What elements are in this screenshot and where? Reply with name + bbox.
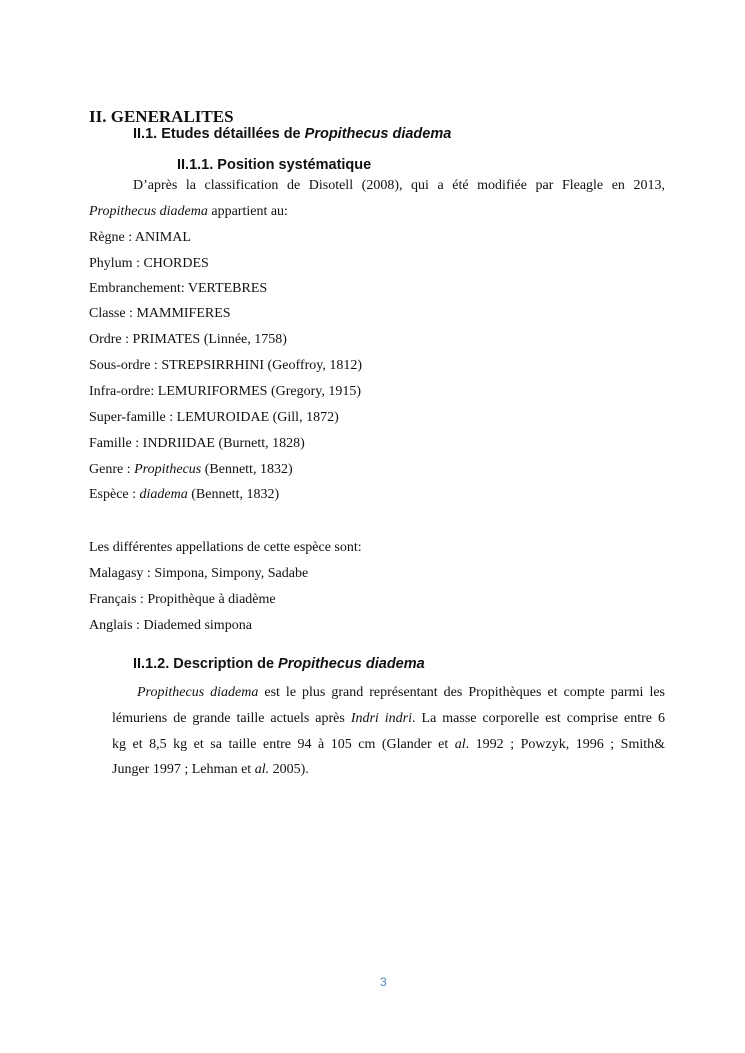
subsection-heading-1-2: II.1.2. Description de Propithecus diadema (133, 656, 425, 672)
description-line-2: lémuriens de grande taille actuels après Indri indri. La masse corporelle est comprise entre 6 (112, 711, 665, 726)
description-line-4: Junger 1997 ; Lehman et al. 2005). (112, 762, 309, 777)
taxonomy-genre: Genre : Propithecus (Bennett, 1832) (89, 462, 293, 477)
names-intro: Les différentes appellations de cette espèce sont: (89, 540, 362, 555)
taxonomy-classe: Classe : MAMMIFERES (89, 306, 231, 321)
names-malagasy: Malagasy : Simpona, Simpony, Sadabe (89, 566, 309, 581)
intro-line-1: D’après la classification de Disotell (2008), qui a été modifiée par Fleagle en 2013, (133, 178, 665, 193)
taxonomy-ordre: Ordre : PRIMATES (Linnée, 1758) (89, 332, 287, 347)
subsection-heading-1-1: II.1.1. Position systématique (177, 157, 372, 173)
main-heading: II. GENERALITES (89, 107, 234, 126)
taxonomy-sous-ordre: Sous-ordre : STREPSIRRHINI (Geoffroy, 1812) (89, 358, 362, 373)
description-line-1: Propithecus diadema est le plus grand représentant des Propithèques et compte parmi les (137, 685, 665, 700)
section-heading-1: II.1. Etudes détaillées de Propithecus diadema (133, 126, 452, 142)
taxonomy-regne: Règne : ANIMAL (89, 230, 191, 245)
taxonomy-espece: Espèce : diadema (Bennett, 1832) (89, 487, 280, 502)
names-anglais: Anglais : Diademed simpona (89, 618, 252, 633)
taxonomy-infra-ordre: Infra-ordre: LEMURIFORMES (Gregory, 1915) (89, 384, 362, 399)
page-number: 3 (380, 975, 387, 989)
names-francais: Français : Propithèque à diadème (89, 592, 276, 607)
taxonomy-embranchement: Embranchement: VERTEBRES (89, 281, 268, 296)
intro-line-2: Propithecus diadema appartient au: (89, 204, 288, 219)
description-line-3: kg et 8,5 kg et sa taille entre 94 à 105 cm (Glander et al. 1992 ; Powzyk, 1996 ; Smith& (112, 737, 665, 752)
taxonomy-famille: Famille : INDRIIDAE (Burnett, 1828) (89, 436, 305, 451)
taxonomy-phylum: Phylum : CHORDES (89, 256, 209, 271)
taxonomy-super-famille: Super-famille : LEMUROIDAE (Gill, 1872) (89, 410, 339, 425)
